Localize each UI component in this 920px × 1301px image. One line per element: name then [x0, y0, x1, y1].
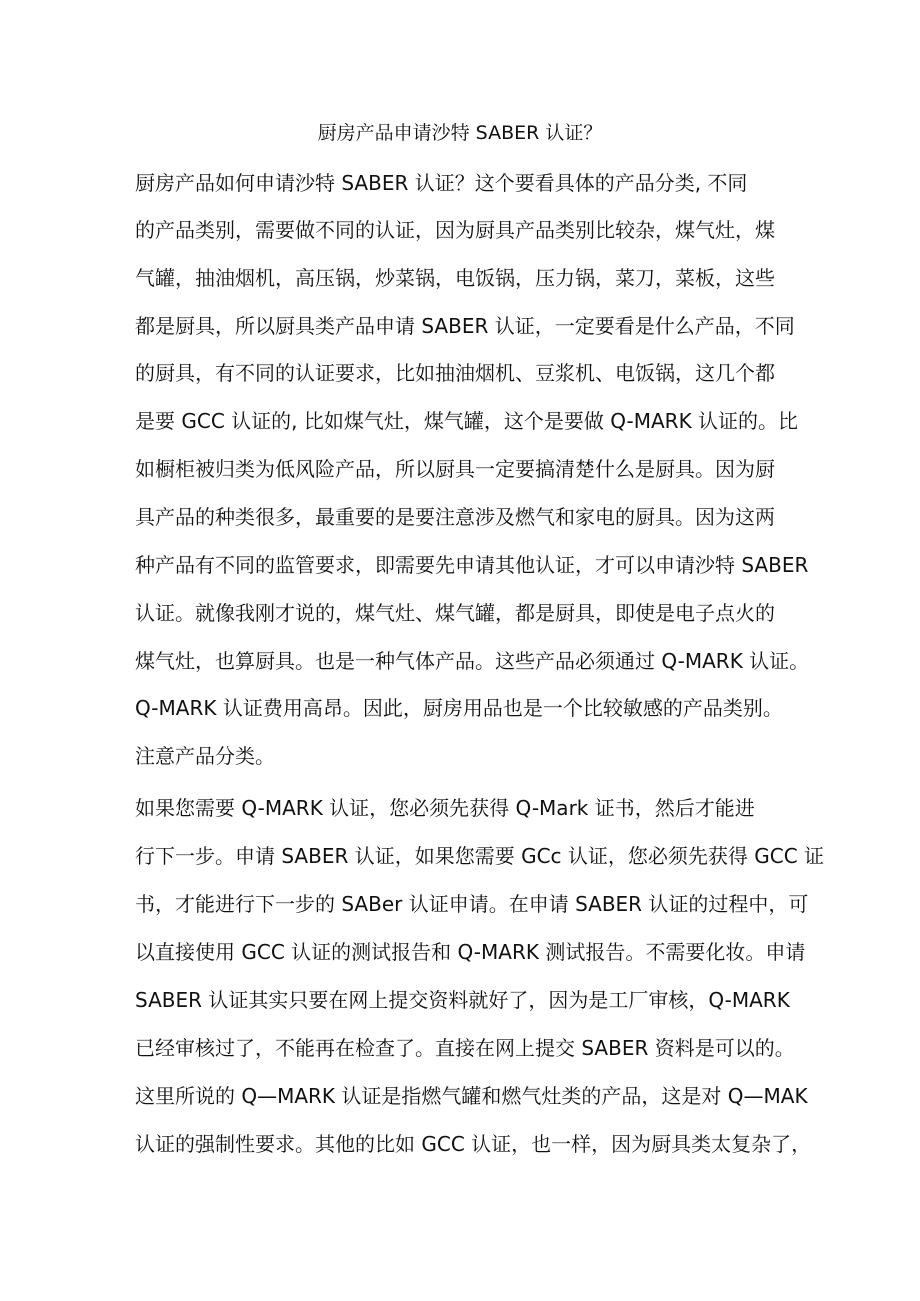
- paragraph-line: 认证。就像我刚才说的，煤气灶、煤气罐，都是厨具，即使是电子点火的: [135, 601, 775, 625]
- paragraph-line: 的厨具，有不同的认证要求，比如抽油烟机、豆浆机、电饭锅，这几个都: [135, 361, 775, 385]
- paragraph-line: 以直接使用 GCC 认证的测试报告和 Q-MARK 测试报告。不需要化妆。申请: [135, 940, 806, 964]
- paragraph-line: 这里所说的 Q—MARK 认证是指燃气罐和燃气灶类的产品，这是对 Q—MAK: [135, 1084, 808, 1108]
- paragraph-line: 注意产品分类。: [135, 744, 275, 768]
- paragraph-line: 行下一步。申请 SABER 认证，如果您需要 GCc 认证，您必须先获得 GCC 证: [135, 844, 825, 868]
- paragraph-line: 认证的强制性要求。其他的比如 GCC 认证，也一样，因为厨具类太复杂了，: [135, 1132, 812, 1156]
- paragraph-line: 都是厨具，所以厨具类产品申请 SABER 认证，一定要看是什么产品，不同: [135, 314, 795, 338]
- paragraph-line: 如果您需要 Q-MARK 认证，您必须先获得 Q-Mark 证书，然后才能进: [135, 796, 755, 820]
- paragraph-line: 具产品的种类很多，最重要的是要注意涉及燃气和家电的厨具。因为这两: [135, 505, 775, 529]
- paragraph-line: 种产品有不同的监管要求，即需要先申请其他认证，才可以申请沙特 SABER: [135, 553, 809, 577]
- paragraph-line: 是要 GCC 认证的, 比如煤气灶，煤气罐，这个是要做 Q-MARK 认证的。比: [135, 409, 799, 433]
- document-title: 厨房产品申请沙特 SABER 认证？: [317, 122, 603, 144]
- paragraph-line: SABER 认证其实只要在网上提交资料就好了，因为是工厂审核，Q-MARK: [135, 988, 790, 1012]
- paragraph-line: 如橱柜被归类为低风险产品，所以厨具一定要搞清楚什么是厨具。因为厨: [135, 457, 775, 481]
- paragraph-line: 厨房产品如何申请沙特 SABER 认证？这个要看具体的产品分类, 不同: [135, 171, 748, 195]
- paragraph-line: 书，才能进行下一步的 SABer 认证申请。在申请 SABER 认证的过程中，可: [135, 892, 809, 916]
- paragraph-line: 的产品类别，需要做不同的认证，因为厨具产品类别比较杂，煤气灶，煤: [135, 218, 775, 242]
- paragraph-line: 已经审核过了，不能再在检查了。直接在网上提交 SABER 资料是可以的。: [135, 1036, 795, 1060]
- paragraph-line: 气罐，抽油烟机，高压锅，炒菜锅，电饭锅，压力锅，菜刀，菜板，这些: [135, 266, 775, 290]
- paragraph-line: 煤气灶，也算厨具。也是一种气体产品。这些产品必须通过 Q-MARK 认证。: [135, 649, 810, 673]
- paragraph-line: Q-MARK 认证费用高昂。因此，厨房用品也是一个比较敏感的产品类别。: [135, 696, 783, 720]
